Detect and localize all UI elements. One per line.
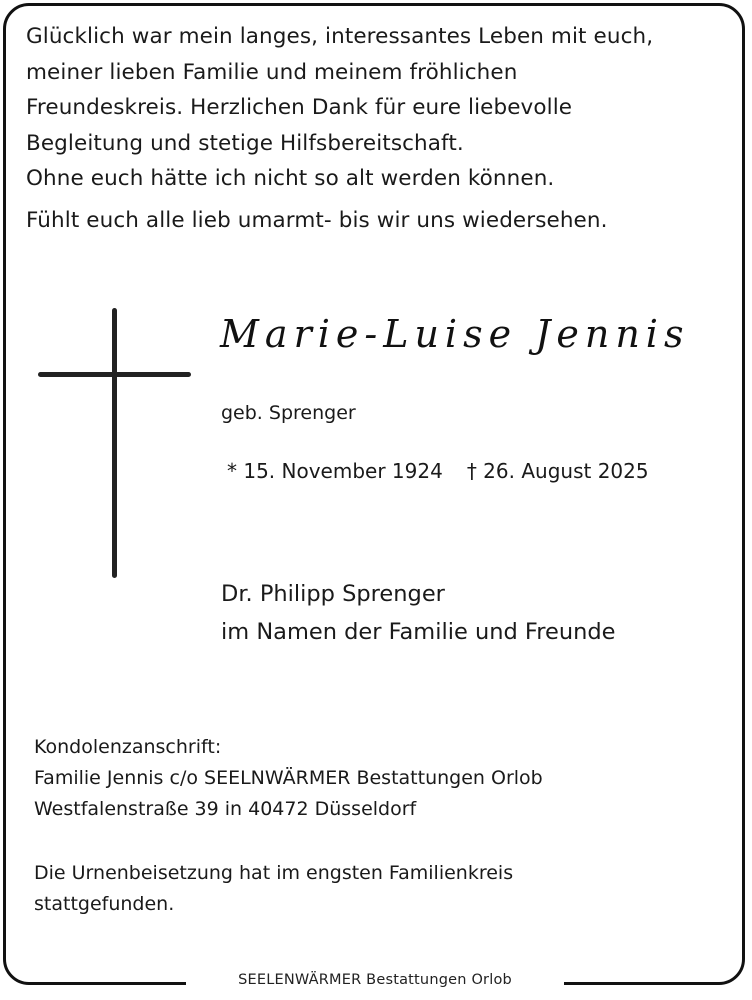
farewell-line: Freundeskreis. Herzlichen Dank für eure liebevolle [26, 95, 573, 120]
life-dates [227, 459, 649, 483]
death-date: † 26. August 2025 [466, 459, 649, 483]
cross-icon-horizontal-bar [38, 372, 191, 377]
condolence-address [34, 732, 543, 825]
farewell-message [26, 19, 741, 238]
signer-name: Dr. Philipp Sprenger [221, 581, 445, 607]
burial-note-line: Die Urnenbeisetzung hat im engsten Familienkreis [34, 862, 514, 884]
farewell-line: meiner lieben Familie und meinem fröhlichen [26, 59, 518, 85]
condolence-line: Westfalenstraße 39 in 40472 Düsseldorf [34, 798, 417, 820]
farewell-line: Ohne euch hätte ich nicht so alt werden können. [26, 166, 555, 191]
farewell-line: Glücklich war mein langes, interessantes Leben mit euch, [26, 24, 654, 49]
burial-note [34, 858, 513, 920]
maiden-name: geb. Sprenger [221, 402, 356, 424]
farewell-line: Begleitung und stetige Hilfsbereitschaft. [26, 130, 464, 156]
deceased-name: Marie-Luise Jennis [220, 312, 690, 356]
condolence-heading: Kondolenzanschrift: [34, 736, 222, 758]
farewell-line: Fühlt euch alle lieb umarmt- bis wir uns wiedersehen. [26, 207, 608, 233]
cross-icon-vertical-bar [112, 308, 117, 578]
signer-block [221, 575, 615, 651]
funeral-home-footer: SEELENWÄRMER Bestattungen Orlob [238, 972, 512, 988]
birth-date: * 15. November 1924 [227, 459, 443, 483]
burial-note-line: stattgefunden. [34, 893, 175, 915]
condolence-line: Familie Jennis c/o SEELNWÄRMER Bestattungen Orlob [34, 767, 543, 789]
signer-note: im Namen der Familie und Freunde [221, 619, 616, 645]
